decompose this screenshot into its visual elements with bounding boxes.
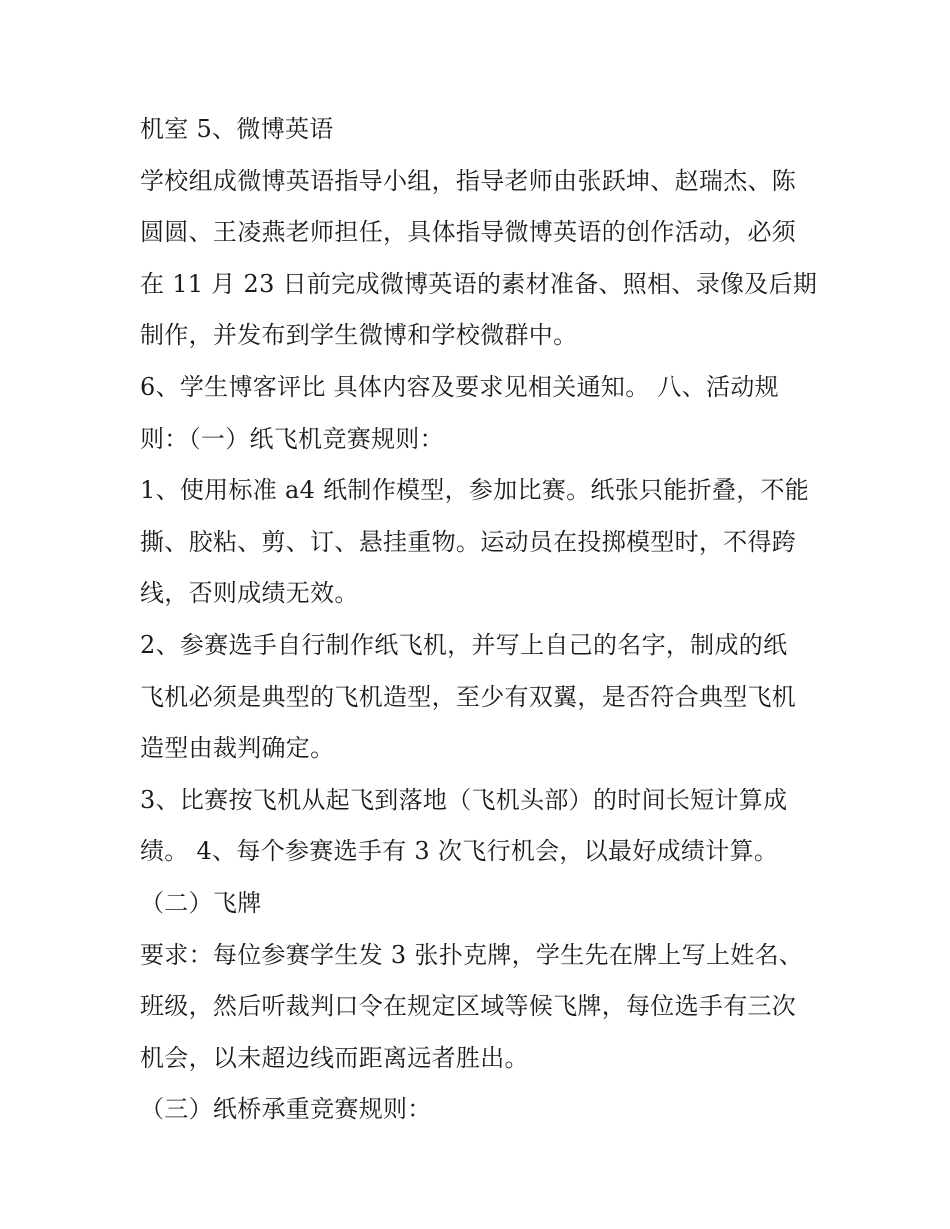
text-line: 绩。 4、每个参赛选手有 3 次飞行机会，以最好成绩计算。 bbox=[140, 837, 779, 866]
text-line: 班级，然后听裁判口令在规定区域等候飞牌，每位选手有三次 bbox=[140, 992, 797, 1021]
text-line: 机室 5、微博英语 bbox=[140, 115, 334, 143]
text-line: 在 11 月 23 日前完成微博英语的素材准备、照相、录像及后期 bbox=[140, 269, 818, 298]
text-line: （三）纸桥承重竞赛规则： bbox=[140, 1095, 432, 1124]
text-line: 造型由裁判确定。 bbox=[140, 734, 335, 763]
text-line: 学校组成微博英语指导小组，指导老师由张跃坤、赵瑞杰、陈 bbox=[140, 166, 797, 195]
text-line: 圆圆、王凌燕老师担任，具体指导微博英语的创作活动，必须 bbox=[140, 218, 797, 247]
text-line: 撕、胶粘、剪、订、悬挂重物。运动员在投掷模型时，不得跨 bbox=[140, 527, 797, 556]
text-line: 要求：每位参赛学生发 3 张扑克牌，学生先在牌上写上姓名、 bbox=[140, 940, 804, 969]
text-line: 制作，并发布到学生微博和学校微群中。 bbox=[140, 321, 578, 350]
document-body bbox=[140, 104, 820, 1136]
text-line: 1、使用标准 a4 纸制作模型，参加比赛。纸张只能折叠，不能 bbox=[140, 476, 810, 505]
text-line: 机会，以未超边线而距离远者胜出。 bbox=[140, 1043, 529, 1072]
text-line: 飞机必须是典型的飞机造型，至少有双翼，是否符合典型飞机 bbox=[140, 682, 797, 711]
text-line: 3、比赛按飞机从起飞到落地（飞机头部）的时间长短计算成 bbox=[140, 785, 788, 814]
text-line: 则：（一）纸飞机竞赛规则： bbox=[140, 424, 444, 453]
text-line: （二）飞牌 bbox=[140, 888, 262, 917]
text-line: 2、参赛选手自行制作纸飞机，并写上自己的名字，制成的纸 bbox=[140, 630, 788, 659]
text-line: 6、学生博客评比 具体内容及要求见相关通知。 八、活动规 bbox=[140, 372, 779, 401]
text-line: 线，否则成绩无效。 bbox=[140, 579, 359, 608]
